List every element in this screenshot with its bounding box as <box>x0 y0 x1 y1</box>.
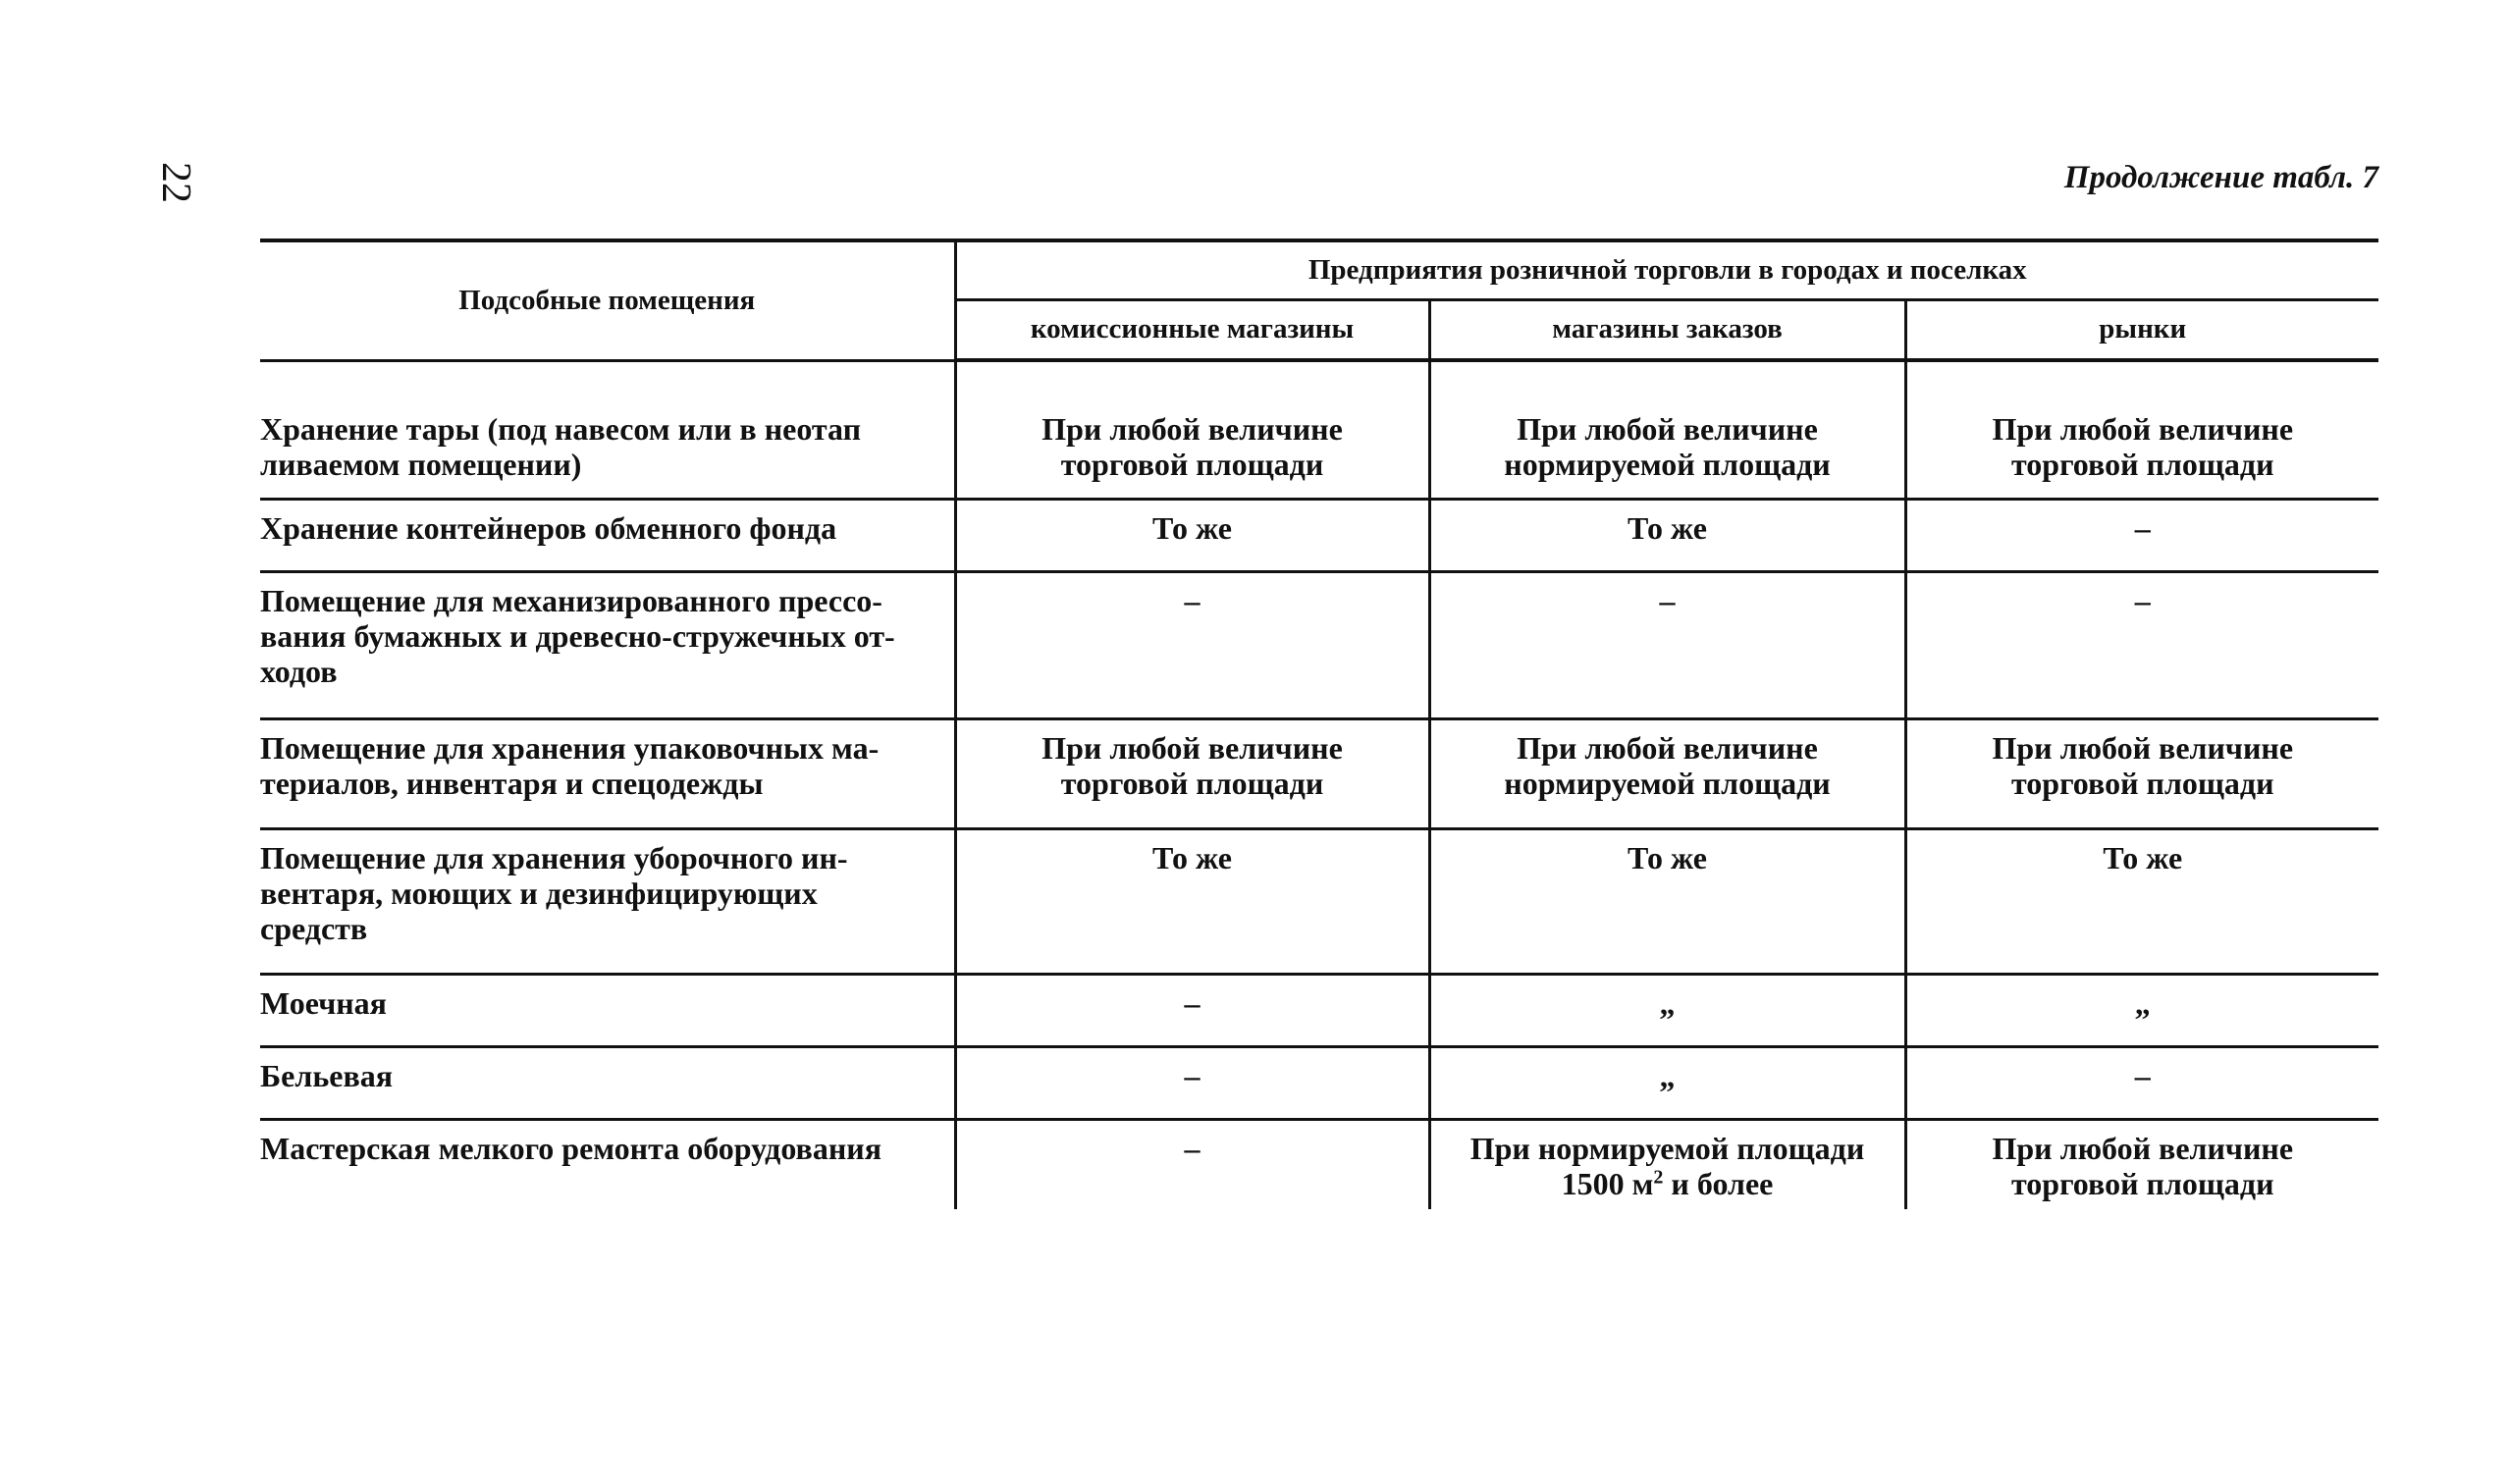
row-name: Хранение контейнеров обменного фонда <box>260 500 955 572</box>
row-name: Моечная <box>260 975 955 1047</box>
cell-commission: То же <box>955 500 1429 572</box>
cell-markets: При любой величине торговой площади <box>1905 1120 2378 1210</box>
header-premises: Подсобные помещения <box>260 240 955 360</box>
header-order-shops: магазины заказов <box>1429 299 1905 360</box>
table-row <box>260 1047 2378 1120</box>
row-name: Помещение для хранения уборочного ин- вентаря, моющих и дезинфицирующих средств <box>260 829 955 975</box>
cell-commission: – <box>955 1120 1429 1210</box>
table-row <box>260 829 2378 975</box>
cell-order: – <box>1429 572 1905 719</box>
cell-markets: – <box>1905 1047 2378 1120</box>
cell-commission: – <box>955 975 1429 1047</box>
table-row <box>260 1120 2378 1210</box>
cell-commission: При любой величине торговой площади <box>955 719 1429 829</box>
cell-order: При нормируемой площади 1500 $м^2$ и более <box>1429 1120 1905 1210</box>
row-name: Помещение для механизированного прессо- вания бумажных и древесно-стружечных от- ходов <box>260 572 955 719</box>
header-markets: рынки <box>1905 299 2378 360</box>
page-number: 22 <box>153 162 198 203</box>
cell-markets: „ <box>1905 975 2378 1047</box>
table-row <box>260 572 2378 719</box>
cell-markets: При любой величине торговой площади <box>1905 719 2378 829</box>
cell-commission: – <box>955 572 1429 719</box>
header-commission-shops: комиссионные магазины <box>955 299 1429 360</box>
row-name: Бельевая <box>260 1047 955 1120</box>
cell-order: „ <box>1429 1047 1905 1120</box>
cell-order: „ <box>1429 975 1905 1047</box>
header-retail-group: Предприятия розничной торговли в городах и поселках <box>955 240 2378 299</box>
table-row <box>260 975 2378 1047</box>
table-row <box>260 719 2378 829</box>
row-name: Хранение тары (под навесом или в неотап ливаемом помещении) <box>260 360 955 500</box>
row-name: Помещение для хранения упаковочных ма- териалов, инвентаря и спецодежды <box>260 719 955 829</box>
cell-order: При любой величине нормируемой площади <box>1429 719 1905 829</box>
cell-commission: – <box>955 1047 1429 1120</box>
cell-markets: – <box>1905 572 2378 719</box>
table-row <box>260 360 2378 500</box>
premises-table <box>260 238 2378 1209</box>
cell-order: То же <box>1429 829 1905 975</box>
continuation-label: Продолжение табл. 7 <box>2063 160 2378 195</box>
cell-order: То же <box>1429 500 1905 572</box>
cell-markets: При любой величине торговой площади <box>1905 360 2378 500</box>
cell-commission: То же <box>955 829 1429 975</box>
row-name: Мастерская мелкого ремонта оборудования <box>260 1120 955 1210</box>
cell-markets: То же <box>1905 829 2378 975</box>
cell-commission: При любой величине торговой площади <box>955 360 1429 500</box>
cell-markets: – <box>1905 500 2378 572</box>
table-row <box>260 500 2378 572</box>
cell-order: При любой величине нормируемой площади <box>1429 360 1905 500</box>
